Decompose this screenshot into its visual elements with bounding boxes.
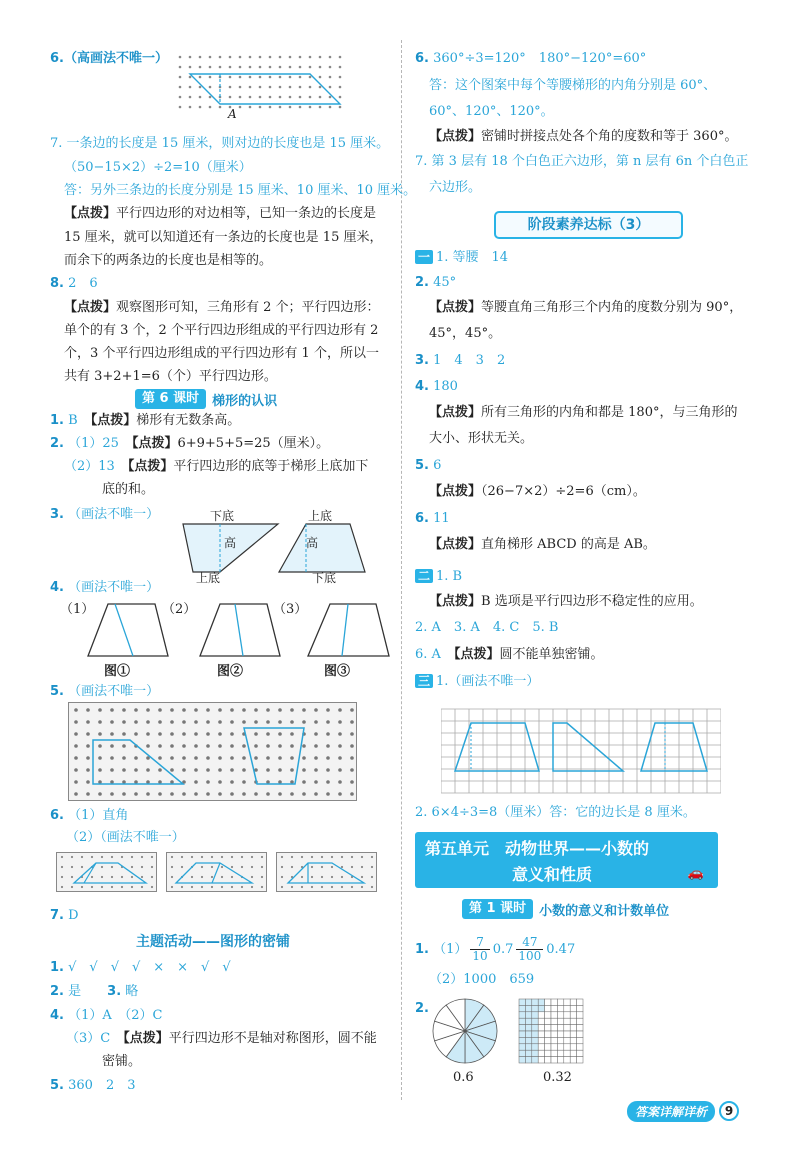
- tip-label: 【点拨】: [90, 413, 137, 428]
- s2-tip-text: 等腰直角三角形三个内角的度数分别为 90°，: [481, 300, 743, 315]
- l7-row: 7. D: [50, 908, 79, 923]
- section-mark-two: 二: [415, 569, 433, 583]
- r6-tip: [429, 127, 737, 147]
- fraction-7-10: [470, 936, 489, 963]
- q7-line1: 7. 一条边的长度是 15 厘米，则对边的长度也是 15 厘米。: [50, 136, 390, 151]
- s2-tip1: [429, 298, 742, 318]
- car-icon: 🚗: [687, 866, 704, 881]
- l4-label: （画法不唯一）: [68, 580, 160, 595]
- l4-part1: （1）: [60, 602, 95, 617]
- unit5-title-line1: 第五单元 动物世界——小数的: [425, 839, 650, 858]
- fraction2-numerator: 47: [516, 936, 543, 950]
- fraction2-denominator: 100: [518, 949, 542, 963]
- a1-row: 1. √ √ √ √ × × √ √: [50, 960, 231, 975]
- s4-answer: 180: [433, 379, 458, 394]
- activity-title: 主题活动——图形的密铺: [136, 934, 290, 950]
- l4-part3: （3）: [273, 602, 308, 617]
- tip-label: 【点拨】: [64, 300, 117, 315]
- r6-line1-text: 360°÷3=120° 180°−120°=60°: [433, 51, 647, 66]
- l2b-answer: （2）13: [64, 459, 115, 474]
- page-footer: [627, 1100, 751, 1122]
- section-mark-one: 一: [415, 250, 433, 264]
- r6-line1: 6. 360°÷3=120° 180°−120°=60°: [415, 51, 647, 66]
- l4-caption1: 图①: [104, 664, 131, 679]
- l5-dot-grid: [68, 702, 358, 802]
- l6-dot-grid-figures: [56, 852, 378, 892]
- tip-label: 【点拨】: [429, 537, 482, 552]
- u1-label: 1.（画法不唯一）: [436, 674, 540, 689]
- s5-answer: 6: [433, 458, 442, 473]
- d1-prefix: （1）: [433, 942, 468, 957]
- s2-row: 2. 45°: [415, 275, 457, 290]
- q8-tip-line1: [64, 298, 380, 318]
- footer-label: 答案详解详析: [627, 1101, 715, 1122]
- s3-answer: 1 4 3 2: [433, 353, 506, 368]
- a4-tip2: 密铺。: [102, 1054, 142, 1069]
- q8-tip-line3: 个，3 个平行四边形组成的平行四边形有 1 个，所以一: [64, 346, 379, 361]
- l6a-answer: （1）直角: [68, 808, 129, 823]
- tip-label: 【点拨】: [429, 405, 482, 420]
- l3-bottom-label1: 上底: [196, 571, 221, 585]
- q8-tip-text1: 观察图形可知，三角形有 2 个；平行四边形：: [116, 300, 380, 315]
- circle-divided-into-tenths: [433, 999, 497, 1063]
- l3-bottom-label2: 下底: [312, 571, 337, 585]
- tip-label: 【点拨】: [64, 206, 117, 221]
- q6-label: 6.（高画法不唯一）: [50, 51, 168, 66]
- l3-height-label1: 高: [224, 536, 237, 550]
- s5-row: 5. 6: [415, 458, 442, 473]
- l2a-row: 2. （1）25 【点拨】6+9+5+5=25（厘米）。: [50, 436, 330, 451]
- s3-row: 3. 1 4 3 2: [415, 353, 506, 368]
- l2a-answer: （1）25: [68, 436, 119, 451]
- unit5-banner: [415, 832, 718, 888]
- l6b-label: （2）（画法不唯一）: [66, 830, 185, 845]
- s5-tip: [429, 482, 646, 502]
- s6-answer: 11: [433, 511, 450, 526]
- d1-row: 1. （1） $\frac{7}{10}$ 0.7 $\frac{47}{100}$ 0.47: [415, 935, 576, 963]
- q7-tip-line1: [64, 204, 376, 224]
- a2-answer: 是: [68, 984, 82, 999]
- hundred-grid: [519, 999, 583, 1063]
- u2-row: 2. 6×4÷3=8（厘米）答：它的边长是 8 厘米。: [415, 805, 696, 820]
- l5-row: 5. （画法不唯一）: [50, 684, 160, 699]
- fraction-47-100: [516, 936, 543, 963]
- s1-answer: 1. 等腰 14: [436, 250, 509, 265]
- l2b-tip1: 平行四边形的底等于梯形上底加下: [173, 459, 369, 474]
- d2-caption1: 0.6: [453, 1070, 474, 1085]
- q8-answer: 8. 2 6: [50, 276, 98, 291]
- q8-tip-line4: 共有 3+2+1=6（个）平行四边形。: [64, 369, 277, 384]
- a4b-answer: （3）C: [66, 1031, 111, 1046]
- t1-tip: [429, 592, 703, 612]
- l4-trapezoid-figures: [80, 600, 390, 662]
- r6-line3: 60°、120°、120°。: [429, 104, 554, 119]
- l2b-row: [64, 457, 368, 477]
- l4-row: 4. （画法不唯一）: [50, 580, 160, 595]
- l3-top-label2: 上底: [308, 509, 333, 523]
- l3-row: 3. （画法不唯一）: [50, 507, 160, 522]
- l5-label: （画法不唯一）: [68, 684, 160, 699]
- a2-a3-row: 2. 是 3. 略: [50, 984, 139, 999]
- q7-line2: （50−15×2）÷2=10（厘米）: [64, 160, 252, 175]
- a3-answer: 略: [125, 984, 139, 999]
- d2-figures: [429, 997, 589, 1069]
- r6-tip-text: 密铺时拼接点处各个角的度数和等于 360°。: [481, 129, 738, 144]
- lesson1-title: 小数的意义和计数单位: [539, 903, 670, 919]
- t6-row: [415, 645, 603, 665]
- tip-label: 【点拨】: [429, 594, 482, 609]
- tip-label: 【点拨】: [127, 459, 174, 474]
- a4a-answer: （1）A （2）C: [68, 1008, 163, 1023]
- s6-tip-text: 直角梯形 ABCD 的高是 AB。: [481, 537, 656, 552]
- tip-label: 【点拨】: [453, 647, 500, 662]
- s2-tip2: 45°，45°。: [429, 326, 502, 341]
- a5-answer: 360 2 3: [68, 1078, 136, 1093]
- u1-row: [415, 672, 539, 692]
- tip-label: 【点拨】: [123, 1031, 169, 1046]
- stage-title-box: 阶段素养达标（3）: [494, 211, 683, 239]
- s1-row: [415, 248, 508, 268]
- l1-tip: 梯形有无数条高。: [136, 413, 241, 428]
- s4-tip2: 大小、形状无关。: [429, 431, 534, 446]
- lesson6-header: [135, 388, 277, 410]
- l2a-tip: 6+9+5+5=25（厘米）。: [177, 436, 330, 451]
- l2b-tip2: 底的和。: [102, 482, 155, 497]
- q8-answer-text: 2 6: [68, 276, 98, 291]
- d2-caption2: 0.32: [543, 1070, 572, 1085]
- d1-decimal2: 0.47: [546, 942, 576, 957]
- l3-top-label1: 下底: [210, 509, 235, 523]
- s5-tip-text: （26−7×2）÷2=6（cm）。: [481, 484, 646, 499]
- l1-answer: B: [68, 413, 78, 428]
- lesson1-tag: 第 1 课时: [462, 899, 533, 919]
- q7-tip-text1: 平行四边形的对边相等，已知一条边的长度是: [116, 206, 377, 221]
- s4-row: 4. 180: [415, 379, 458, 394]
- t1-row: [415, 567, 462, 587]
- a1-answer: √ √ √ √ × × √ √: [68, 960, 231, 975]
- a4b-row: [66, 1029, 377, 1049]
- d1-decimal1: 0.7: [492, 942, 514, 957]
- r6-line2: 答：这个图案中每个等腰梯形的内角分别是 60°、: [429, 78, 717, 93]
- lesson6-tag: 第 6 课时: [135, 389, 206, 409]
- q7-tip-line3: 而余下的两条边的长度也是相等的。: [64, 253, 273, 268]
- a5-row: 5. 360 2 3: [50, 1078, 136, 1093]
- s4-tip1: [429, 403, 737, 423]
- s6-row: 6. 11: [415, 511, 450, 526]
- l6a-row: 6. （1）直角: [50, 808, 129, 823]
- s6-tip: [429, 535, 656, 555]
- t1-answer: 1. B: [436, 569, 463, 584]
- a4-tip1: 平行四边形不是轴对称图形，圆不能: [168, 1031, 377, 1046]
- section-mark-three: 三: [415, 674, 433, 688]
- l4-part2: （2）: [162, 602, 197, 617]
- t1-tip-text: B 选项是平行四边形不稳定性的应用。: [481, 594, 703, 609]
- r7-line2: 六边形。: [429, 180, 482, 195]
- u1-grid-figures: [441, 705, 721, 797]
- l3-height-label2: 高: [306, 536, 319, 550]
- lesson6-title: 梯形的认识: [212, 393, 278, 409]
- q7-line3: 答：另外三条边的长度分别是 15 厘米、10 厘米、10 厘米。: [64, 183, 417, 198]
- s2-answer: 45°: [433, 275, 457, 290]
- l7-answer: D: [68, 908, 79, 923]
- page-number: 9: [719, 1101, 739, 1121]
- q8-tip-line2: 单个的有 3 个，2 个平行四边形组成的平行四边形有 2: [64, 323, 379, 338]
- l1-row: 1. B 【点拨】梯形有无数条高。: [50, 413, 241, 428]
- tip-label: 【点拨】: [429, 300, 482, 315]
- q7-tip-line2: 15 厘米，就可以知道还有一条边的长度也是 15 厘米，: [64, 230, 383, 245]
- unit5-title-line2: 意义和性质: [512, 865, 593, 884]
- l4-caption3: 图③: [324, 664, 351, 679]
- lesson1-header: [462, 898, 669, 920]
- d1b-row: （2）1000 659: [429, 972, 535, 987]
- t6-answer: 6. A: [415, 647, 441, 662]
- tip-label: 【点拨】: [429, 484, 482, 499]
- a4a-row: 4. （1）A （2）C: [50, 1008, 163, 1023]
- t2-row: 2. A 3. A 4. C 5. B: [415, 620, 559, 635]
- l3-label: （画法不唯一）: [68, 507, 160, 522]
- fraction1-denominator: 10: [472, 949, 488, 963]
- q6-dot-grid-parallelogram: [175, 52, 355, 116]
- q6-point-a: A: [228, 107, 237, 121]
- fraction1-numerator: 7: [470, 936, 489, 950]
- tip-label: 【点拨】: [429, 129, 482, 144]
- s4-tip-text: 所有三角形的内角和都是 180°，与三角形的: [481, 405, 738, 420]
- r7-line1: 7. 第 3 层有 18 个白色正六边形，第 n 层有 6n 个白色正: [415, 154, 749, 169]
- d2-row: 2.: [415, 1001, 429, 1016]
- l4-caption2: 图②: [217, 664, 244, 679]
- tip-label: 【点拨】: [131, 436, 178, 451]
- t6-tip-text: 圆不能单独密铺。: [499, 647, 604, 662]
